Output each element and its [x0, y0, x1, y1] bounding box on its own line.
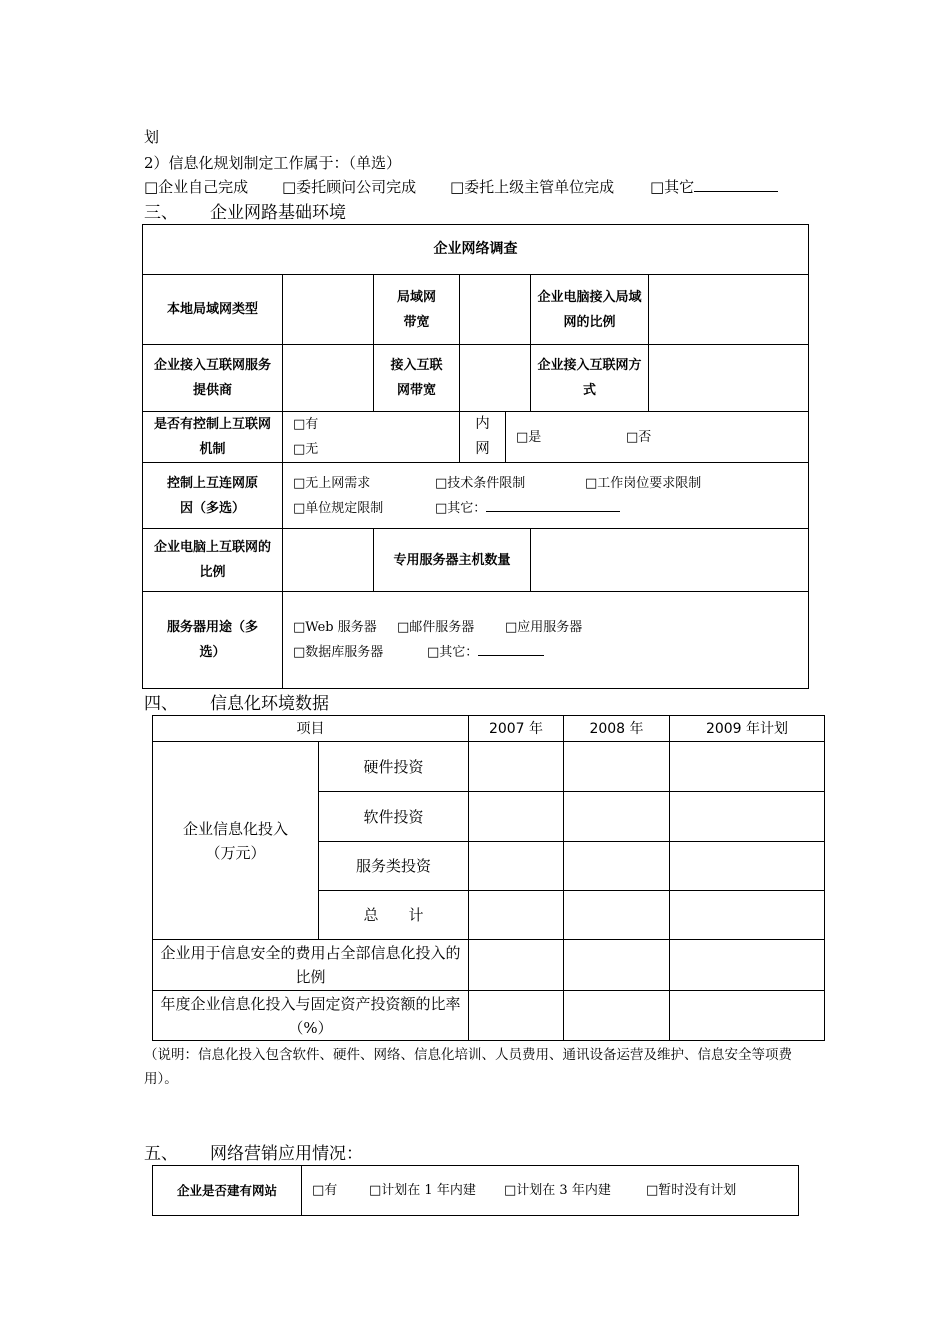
- isp-input[interactable]: [283, 345, 374, 412]
- reason-policy[interactable]: □单位规定限制: [293, 500, 384, 516]
- invest-label: 企业信息化投入 （万元）: [153, 742, 319, 940]
- website-yes[interactable]: □有: [312, 1182, 338, 1198]
- server-other[interactable]: □其它：: [427, 645, 479, 660]
- intranet-no[interactable]: □否: [626, 429, 652, 445]
- cell-security-2008[interactable]: [564, 940, 670, 991]
- header-2007: 2007 年: [469, 716, 564, 742]
- cell-service-2007[interactable]: [469, 842, 564, 891]
- cell-total-2009[interactable]: [670, 891, 825, 940]
- question-2: 2）信息化规划制定工作属于：（单选）: [144, 154, 402, 172]
- cell-total-2007[interactable]: [469, 891, 564, 940]
- cell-hardware-2008[interactable]: [564, 742, 670, 792]
- reason-tech[interactable]: □技术条件限制: [435, 475, 526, 491]
- continued-text: 划: [144, 128, 160, 146]
- control-no[interactable]: □无: [293, 442, 319, 457]
- server-other-blank[interactable]: [478, 641, 544, 656]
- website-1yr[interactable]: □计划在 1 年内建: [369, 1182, 476, 1198]
- server-count-label: 专用服务器主机数量: [374, 529, 531, 592]
- website-3yr[interactable]: □计划在 3 年内建: [504, 1182, 611, 1198]
- section-3-heading: 三、 企业网路基础环境: [144, 203, 346, 223]
- reason-no-need[interactable]: □无上网需求: [293, 475, 371, 491]
- cell-software-2008[interactable]: [564, 792, 670, 842]
- cell-security-2007[interactable]: [469, 940, 564, 991]
- security-ratio-label: 企业用于信息安全的费用占全部信息化投入的比例: [153, 940, 469, 991]
- question-2-options: [144, 177, 778, 197]
- marketing-table: [152, 1165, 799, 1216]
- inet-method-input[interactable]: [649, 345, 809, 412]
- server-web[interactable]: □Web 服务器: [293, 620, 377, 635]
- lan-type-input[interactable]: [283, 275, 374, 345]
- option-superior[interactable]: □委托上级主管单位完成: [450, 178, 615, 196]
- cell-software-2009[interactable]: [670, 792, 825, 842]
- investment-note: （说明：信息化投入包含软件、硬件、网络、信息化培训、人员费用、通讯设备运营及维护、信息安全等项费用）。: [144, 1047, 792, 1087]
- isp-label: 企业接入互联网服务提供商: [143, 345, 283, 412]
- header-2008: 2008 年: [564, 716, 670, 742]
- cell-security-2009[interactable]: [670, 940, 825, 991]
- website-options: [302, 1166, 799, 1216]
- option-consultant[interactable]: □委托顾问公司完成: [282, 178, 417, 196]
- table-title: 企业网络调查: [143, 225, 809, 275]
- cell-software-2007[interactable]: [469, 792, 564, 842]
- cell-fixed-2008[interactable]: [564, 991, 670, 1041]
- cell-total-2008[interactable]: [564, 891, 670, 940]
- cell-hardware-2007[interactable]: [469, 742, 564, 792]
- server-count-input[interactable]: [531, 529, 809, 592]
- website-label: 企业是否建有网站: [153, 1166, 302, 1216]
- intranet-yes[interactable]: □是: [516, 429, 542, 445]
- website-none[interactable]: □暂时没有计划: [646, 1182, 737, 1198]
- lan-bandwidth-label: 局域网带宽: [374, 275, 460, 345]
- invest-hardware-label: 硬件投资: [319, 742, 469, 792]
- reason-label: 控制上互连网原因（多选）: [143, 463, 283, 529]
- control-label: 是否有控制上互联网机制: [143, 412, 283, 463]
- server-use-label: 服务器用途（多选）: [143, 592, 283, 689]
- section-4-heading: 四、 信息化环境数据: [144, 694, 329, 714]
- header-2009-plan: 2009 年计划: [670, 716, 825, 742]
- option-self[interactable]: □企业自己完成: [144, 178, 249, 196]
- cell-service-2008[interactable]: [564, 842, 670, 891]
- control-options: [283, 412, 460, 463]
- option-other[interactable]: □其它: [650, 178, 695, 196]
- inet-bandwidth-label: 接入互联网带宽: [374, 345, 460, 412]
- invest-service-label: 服务类投资: [319, 842, 469, 891]
- pc-inet-ratio-label: 企业电脑上互联网的比例: [143, 529, 283, 592]
- pc-inet-ratio-input[interactable]: [283, 529, 374, 592]
- reason-job[interactable]: □工作岗位要求限制: [585, 475, 702, 491]
- inet-bandwidth-input[interactable]: [460, 345, 531, 412]
- intranet-options: [506, 412, 809, 463]
- cell-hardware-2009[interactable]: [670, 742, 825, 792]
- header-item: 项目: [153, 716, 469, 742]
- it-environment-table: [152, 715, 825, 1041]
- invest-total-label: 总 计: [319, 891, 469, 940]
- lan-type-label: 本地局域网类型: [143, 275, 283, 345]
- network-survey-table: [142, 224, 809, 689]
- control-yes[interactable]: □有: [293, 417, 319, 432]
- fixed-asset-ratio-label: 年度企业信息化投入与固定资产投资额的比率（%）: [153, 991, 469, 1041]
- cell-service-2009[interactable]: [670, 842, 825, 891]
- server-db[interactable]: □数据库服务器: [293, 645, 384, 660]
- reason-other[interactable]: □其它：: [435, 500, 487, 516]
- reason-options: [283, 463, 809, 529]
- inet-method-label: 企业接入互联网方式: [531, 345, 649, 412]
- intranet-label: 内网: [460, 412, 506, 463]
- section-5-heading: 五、 网络营销应用情况：: [144, 1144, 363, 1164]
- server-use-options: [283, 592, 809, 689]
- pc-lan-ratio-label: 企业电脑接入局域网的比例: [531, 275, 649, 345]
- cell-fixed-2009[interactable]: [670, 991, 825, 1041]
- lan-bandwidth-input[interactable]: [460, 275, 531, 345]
- other-blank[interactable]: [694, 177, 778, 192]
- server-mail[interactable]: □邮件服务器: [397, 620, 475, 635]
- pc-lan-ratio-input[interactable]: [649, 275, 809, 345]
- reason-other-blank[interactable]: [486, 497, 620, 512]
- server-app[interactable]: □应用服务器: [505, 620, 583, 635]
- invest-software-label: 软件投资: [319, 792, 469, 842]
- cell-fixed-2007[interactable]: [469, 991, 564, 1041]
